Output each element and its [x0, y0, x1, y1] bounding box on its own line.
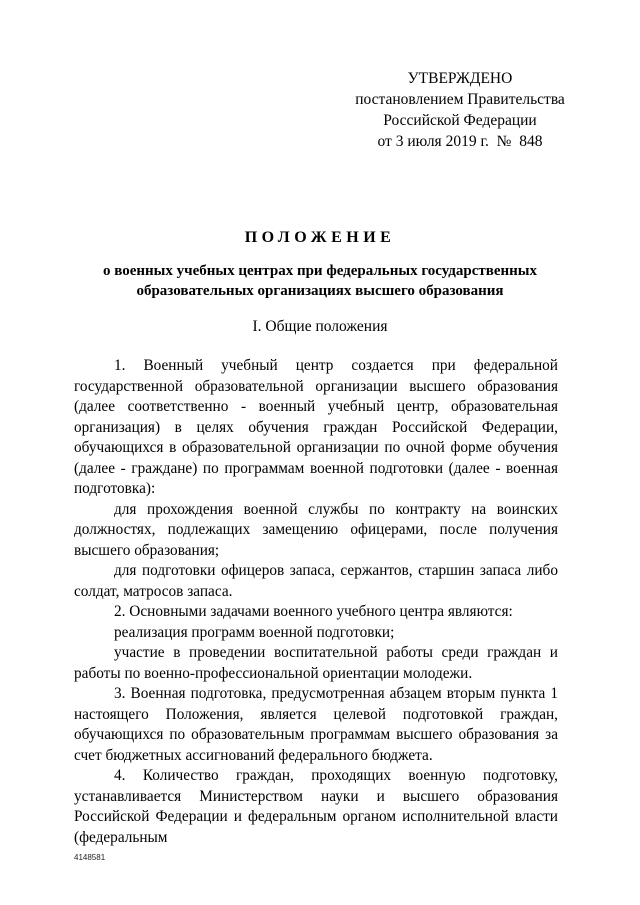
- paragraph: для прохождения военной службы по контракту на воинских должностях, подлежащих замещению офицерами, после получения высшего образования;: [74, 500, 558, 559]
- paragraph: участие в проведении воспитательной работы среди граждан и работы по военно-профессиональной ориентации молодежи.: [74, 644, 558, 682]
- subtitle-line: о военных учебных центрах при федеральных государственных: [102, 263, 537, 279]
- paragraph: 1. Военный учебный центр создается при федеральной государственной образовательной организации высшего образования (далее соответственно - военный учебный центр, образовательная организация) в целях обучения граждан Российской Федерации, обучающихся в образовательной организации по очной форме обучения (далее - граждане) по программам военной подготовки (далее - военная подготовка):: [74, 357, 558, 497]
- subtitle-line: образовательных организациях высшего образования: [136, 283, 504, 299]
- document-subtitle: [0, 261, 640, 301]
- document-code: 4148581: [74, 853, 106, 862]
- paragraph: 2. Основными задачами военного учебного центра являются:: [114, 603, 513, 620]
- approval-heading: УТВЕРЖДЕНО: [407, 70, 513, 87]
- paragraph: 4. Количество граждан, проходящих военную подготовку, устанавливается Министерством науки и высшего образования Российской Федерации и федеральным органом исполнительной власти (федеральным: [74, 767, 558, 846]
- paragraph: для подготовки офицеров запаса, сержантов, старшин запаса либо солдат, матросов запаса.: [74, 562, 558, 600]
- approval-date-number: от 3 июля 2019 г. № 848: [377, 133, 543, 150]
- paragraph: реализация программ военной подготовки;: [114, 623, 395, 641]
- approval-line: постановлением Правительства: [355, 91, 565, 108]
- document-body: [74, 356, 558, 848]
- approval-line: Российской Федерации: [383, 112, 537, 129]
- document-title: ПОЛОЖЕНИЕ: [244, 229, 396, 246]
- section-heading: I. Общие положения: [252, 318, 388, 335]
- paragraph: 3. Военная подготовка, предусмотренная абзацем вторым пункта 1 настоящего Положения, является целевой подготовкой граждан, обучающихся по образовательным программам высшего образования за счет бюджетных ассигнований федерального бюджета.: [74, 685, 558, 764]
- approval-block: [340, 68, 580, 152]
